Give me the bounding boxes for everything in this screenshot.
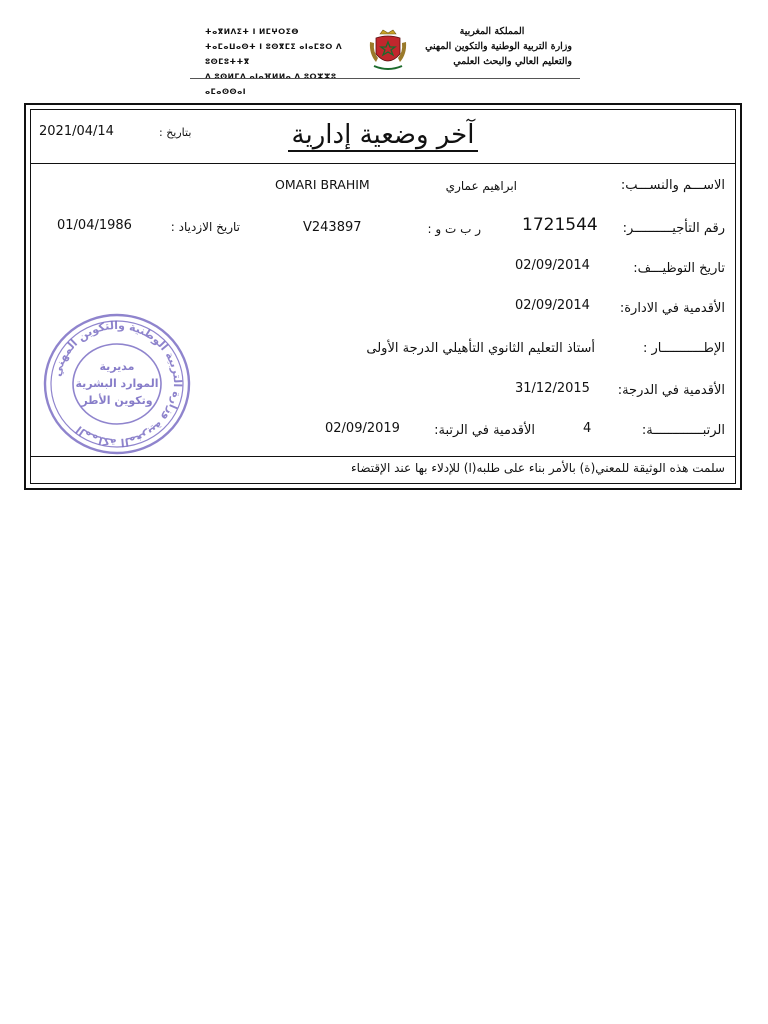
seal-line: الموارد البشرية xyxy=(75,377,159,390)
grade-seniority-value: 31/12/2015 xyxy=(515,381,590,396)
admin-seniority-label: الأقدمية في الادارة: xyxy=(619,301,725,316)
grade-seniority-label: الأقدمية في الدرجة: xyxy=(617,383,725,398)
cin-value: V243897 xyxy=(303,220,362,235)
document-title: آخر وضعية إدارية xyxy=(31,117,735,153)
header-arabic-line: والتعليم العالي والبحث العلمي xyxy=(453,56,572,67)
date-value: 2021/04/14 xyxy=(39,124,114,139)
header-tifinagh xyxy=(205,24,370,99)
seal-line: وتكوين الأطر xyxy=(81,394,153,407)
birth-label: تاريخ الازدياد : xyxy=(170,220,240,234)
echelon-seniority-value: 02/09/2019 xyxy=(325,421,400,436)
name-latin: OMARI BRAHIM xyxy=(275,177,370,192)
echelon-value: 4 xyxy=(583,421,592,436)
echelon-label: الرتبـــــــــــــة: xyxy=(641,423,725,438)
ppr-value: 1721544 xyxy=(522,215,598,235)
header-tifinagh-line: ⵜⴰⵎⴰⵡⴰⵙⵜ ⵏ ⵓⵙⴳⵎⵉ ⴰⵏⴰⵎⵓⵔ ⴷ ⵓⵙⵎⵓⵜⵜⴳ xyxy=(205,42,343,66)
title-row xyxy=(31,110,735,164)
header-arabic xyxy=(412,24,572,69)
header-tifinagh-line: ⴷ ⵓⵙⵍⵎⴷ ⴰⵏⴰⴼⵍⵍⴰ ⴷ ⵓⵔⵣⵣⵓ ⴰⵎⴰⵙⵙⴰⵏ xyxy=(205,72,337,96)
admin-seniority-value: 02/09/2014 xyxy=(515,298,590,313)
name-arabic: ابراهيم عماري xyxy=(445,179,517,193)
birth-value: 01/04/1986 xyxy=(57,218,132,233)
echelon-seniority-label: الأقدمية في الرتبة: xyxy=(434,423,535,438)
header-divider xyxy=(190,78,580,79)
header-tifinagh-line: ⵜⴰⴳⵍⴷⵉⵜ ⵏ ⵍⵎⵖⵔⵉⴱ xyxy=(205,27,299,36)
moroccan-coat-of-arms-icon xyxy=(366,28,410,72)
seal-line: مديرية xyxy=(99,360,135,373)
cadre-value: أستاذ التعليم الثانوي التأهيلي الدرجة الأولى xyxy=(366,341,595,356)
name-label: الاســـم والنســـب: xyxy=(620,178,725,193)
cadre-label: الإطـــــــــــار : xyxy=(642,341,725,356)
official-seal-stamp xyxy=(42,312,192,457)
svg-text:المملكة المغربية وزارة التربية: المملكة المغربية وزارة التربية الوطنية والتكوين المهني xyxy=(50,318,185,450)
ppr-label: رقم التأجيــــــــــر: xyxy=(622,221,725,236)
footer-row xyxy=(31,456,735,483)
header-arabic-line: وزارة التربية الوطنية والتكوين المهني xyxy=(425,41,572,52)
recruitment-value: 02/09/2014 xyxy=(515,258,590,273)
date-label: بتاريخ : xyxy=(159,126,192,139)
recruitment-label: تاريخ التوظيـــف: xyxy=(633,261,725,276)
footer-note: سلمت هذه الوثيقة للمعني(ة) بالأمر بناء على طلبه(ا) للإدلاء بها عند الإقتضاء xyxy=(351,461,725,475)
header-arabic-line: المملكة المغربية xyxy=(459,26,525,37)
cin-label: ر ب ت و : xyxy=(427,222,481,236)
